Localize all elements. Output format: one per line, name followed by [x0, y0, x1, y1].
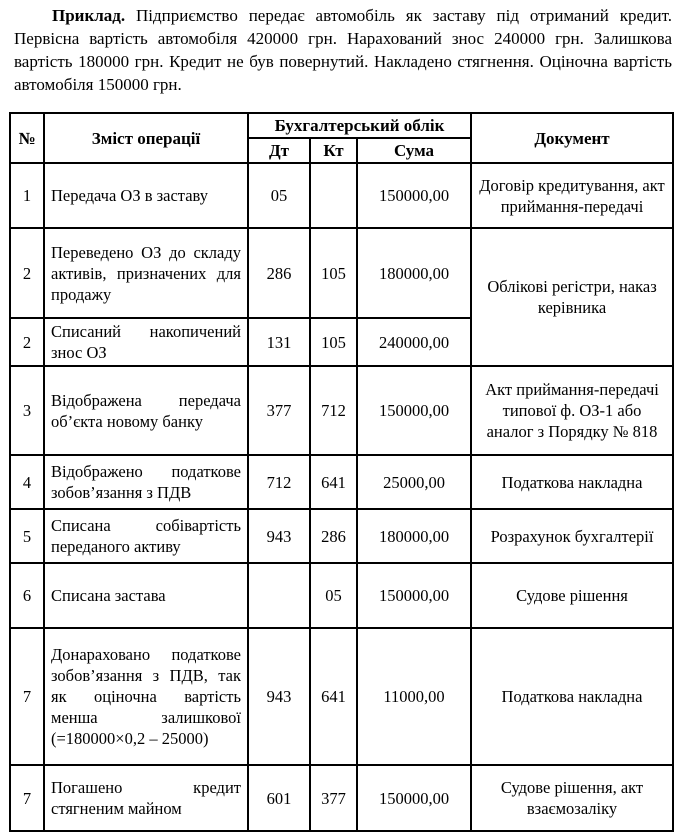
header-no: №	[10, 113, 44, 163]
cell-sum: 25000,00	[357, 455, 471, 509]
table-row	[10, 765, 673, 831]
header-kt: Кт	[310, 138, 357, 163]
cell-dt: 943	[248, 628, 310, 765]
cell-no: 5	[10, 509, 44, 563]
cell-kt: 712	[310, 366, 357, 455]
cell-document: Податкова накладна	[471, 628, 673, 765]
cell-kt: 05	[310, 563, 357, 628]
cell-kt: 105	[310, 228, 357, 318]
table-row	[10, 366, 673, 455]
cell-kt: 286	[310, 509, 357, 563]
cell-sum: 180000,00	[357, 228, 471, 318]
cell-document: Договір кредитування, акт приймання-передачі	[471, 163, 673, 228]
cell-dt	[248, 563, 310, 628]
table-row	[10, 228, 673, 318]
cell-document: Облікові регістри, наказ керівника	[471, 228, 673, 366]
cell-no: 7	[10, 628, 44, 765]
cell-sum: 150000,00	[357, 765, 471, 831]
cell-sum: 180000,00	[357, 509, 471, 563]
cell-no: 3	[10, 366, 44, 455]
cell-dt: 05	[248, 163, 310, 228]
cell-dt: 131	[248, 318, 310, 366]
cell-kt: 641	[310, 455, 357, 509]
table-row	[10, 628, 673, 765]
cell-kt	[310, 163, 357, 228]
cell-document: Акт приймання-передачі типової ф. ОЗ-1 або аналог з Порядку № 818	[471, 366, 673, 455]
cell-kt: 641	[310, 628, 357, 765]
cell-kt: 105	[310, 318, 357, 366]
cell-dt: 286	[248, 228, 310, 318]
cell-no: 4	[10, 455, 44, 509]
cell-sum: 240000,00	[357, 318, 471, 366]
cell-no: 2	[10, 228, 44, 318]
cell-operation: Донараховано податкове зобов’язання з ПДВ, так як оціночна вартість менша залишкової (=180000×0,2 – 25000)	[44, 628, 248, 765]
cell-operation: Списана собівартість переданого активу	[44, 509, 248, 563]
cell-operation: Відображена передача об’єкта новому банку	[44, 366, 248, 455]
cell-document: Розрахунок бухгалтерії	[471, 509, 673, 563]
cell-operation: Погашено кредит стягненим майном	[44, 765, 248, 831]
cell-operation: Відображено податкове зобов’язання з ПДВ	[44, 455, 248, 509]
header-dt: Дт	[248, 138, 310, 163]
header-accounting: Бухгалтерський облік	[248, 113, 471, 138]
intro-text: Підприємство передає автомобіль як заставу під отриманий кредит. Первісна вартість автомобіля 420000 грн. Нарахований знос 240000 грн. Залишкова вартість 180000 грн. Кредит не був повернутий. Накладено стягнення. Оціночна вартість автомобіля 150000 грн.	[14, 6, 672, 94]
cell-dt: 712	[248, 455, 310, 509]
cell-sum: 11000,00	[357, 628, 471, 765]
cell-no: 2	[10, 318, 44, 366]
cell-document: Судове рішення	[471, 563, 673, 628]
intro-paragraph	[14, 4, 672, 96]
cell-no: 7	[10, 765, 44, 831]
cell-sum: 150000,00	[357, 366, 471, 455]
cell-operation: Списаний накопичений знос ОЗ	[44, 318, 248, 366]
header-row-top	[10, 113, 673, 138]
header-document: Документ	[471, 113, 673, 163]
table-row	[10, 509, 673, 563]
cell-operation: Передача ОЗ в заставу	[44, 163, 248, 228]
intro-lead: Приклад.	[52, 6, 126, 25]
cell-document: Судове рішення, акт взаємозаліку	[471, 765, 673, 831]
table-row	[10, 163, 673, 228]
cell-operation: Переведено ОЗ до складу активів, призначених для продажу	[44, 228, 248, 318]
cell-dt: 377	[248, 366, 310, 455]
header-sum: Сума	[357, 138, 471, 163]
cell-no: 1	[10, 163, 44, 228]
header-operation: Зміст операції	[44, 113, 248, 163]
cell-sum: 150000,00	[357, 163, 471, 228]
table-row	[10, 563, 673, 628]
cell-dt: 601	[248, 765, 310, 831]
cell-document: Податкова накладна	[471, 455, 673, 509]
table-row	[10, 455, 673, 509]
cell-no: 6	[10, 563, 44, 628]
cell-operation: Списана застава	[44, 563, 248, 628]
cell-kt: 377	[310, 765, 357, 831]
cell-dt: 943	[248, 509, 310, 563]
cell-sum: 150000,00	[357, 563, 471, 628]
accounting-table	[9, 112, 674, 832]
